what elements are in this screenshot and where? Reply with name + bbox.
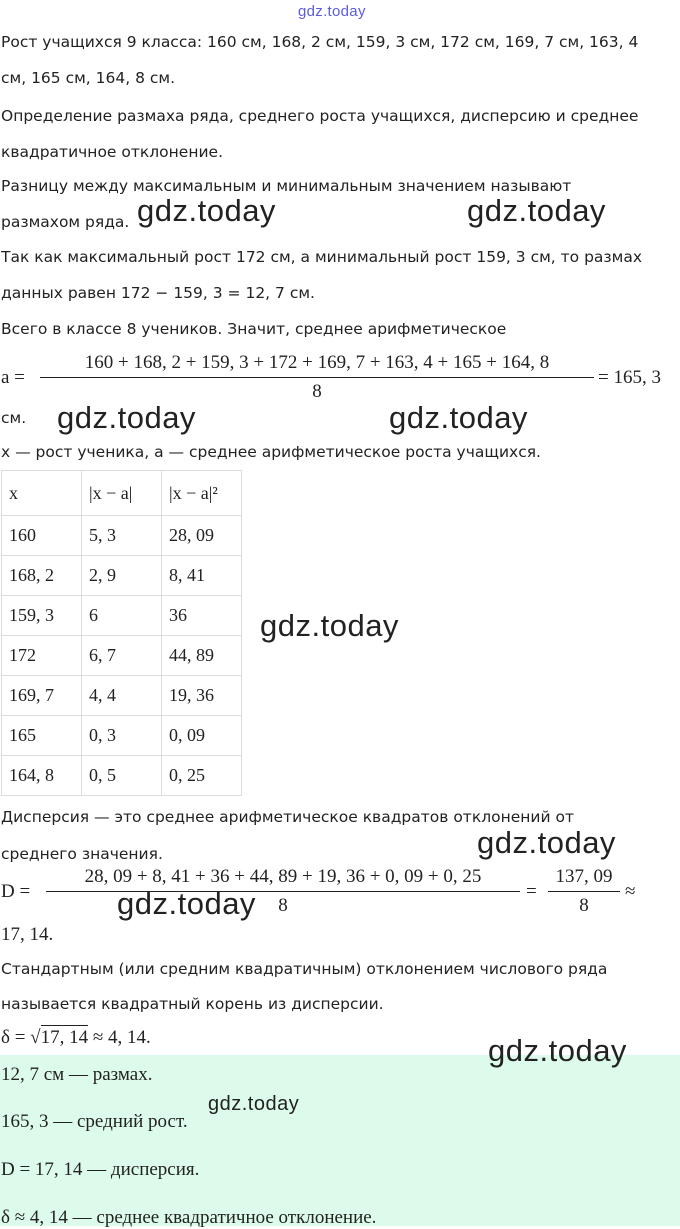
table-cell: 0, 25 [162, 756, 242, 796]
table-row [2, 716, 242, 756]
deviation-table [1, 470, 242, 796]
variance-def-line-2: среднего значения. [1, 845, 163, 863]
task-text-line-1: Определение размаха ряда, среднего роста учащихся, дисперсию и среднее [1, 107, 639, 125]
watermark: gdz.today [57, 400, 196, 435]
fraction-bar [548, 891, 620, 892]
range-calc-line-1: Так как максимальный рост 172 см, а минимальный рост 159, 3 см, то размах [1, 248, 643, 266]
fraction-bar [40, 377, 594, 378]
table-cell: 164, 8 [2, 756, 82, 796]
table-cell: 2, 9 [82, 556, 162, 596]
answer-std: δ ≈ 4, 14 — среднее квадратичное отклонение. [1, 1207, 377, 1228]
table-row [2, 636, 242, 676]
std-def-line-2: называется квадратный корень из дисперсии. [1, 995, 384, 1013]
mean-formula-lhs: a = [1, 367, 25, 388]
table-cell: 160 [2, 516, 82, 556]
watermark: gdz.today [477, 825, 616, 860]
watermark: gdz.today [260, 608, 399, 643]
table-cell: 169, 7 [2, 676, 82, 716]
table-cell: 8, 41 [162, 556, 242, 596]
answer-variance: D = 17, 14 — дисперсия. [1, 1159, 200, 1180]
range-def-line-1: Разницу между максимальным и минимальным значением называют [1, 177, 572, 195]
table-cell: 6 [82, 596, 162, 636]
site-logo[interactable]: gdz.today [298, 3, 366, 20]
table-cell: 165 [2, 716, 82, 756]
variance-result: 17, 14. [1, 924, 54, 945]
answer-mean: 165, 3 — средний рост. [1, 1111, 188, 1132]
table-cell: 172 [2, 636, 82, 676]
mean-denominator: 8 [312, 381, 322, 402]
answer-range: 12, 7 см — размах. [1, 1064, 153, 1085]
table-row [2, 756, 242, 796]
variance-approx-sign: ≈ [625, 881, 636, 902]
legend-text: x — рост ученика, a — среднее арифметическое роста учащихся. [1, 443, 541, 461]
count-text: Всего в классе 8 учеников. Значит, среднее арифметическое [1, 320, 507, 338]
header-abs-deviation: |x − a| [82, 471, 162, 516]
watermark: gdz.today [488, 1033, 627, 1068]
variance-equals: = [526, 881, 537, 902]
table-row [2, 676, 242, 716]
variance-numerator-2: 137, 09 [555, 866, 613, 887]
table-cell: 168, 2 [2, 556, 82, 596]
variance-denominator: 8 [278, 895, 288, 916]
table-cell: 0, 3 [82, 716, 162, 756]
variance-def-line-1: Дисперсия — это среднее арифметическое квадратов отклонений от [1, 808, 574, 826]
variance-formula-lhs: D = [1, 881, 31, 902]
deviation-table-body [2, 471, 242, 796]
unit-text: см. [1, 409, 27, 427]
std-formula-prefix: δ = √ [1, 1027, 41, 1048]
table-row [2, 596, 242, 636]
header-squared-deviation: |x − a|² [162, 471, 242, 516]
range-calc-line-2: данных равен 172 − 159, 3 = 12, 7 см. [1, 284, 315, 302]
heights-text-line-1: Рост учащихся 9 класса: 160 см, 168, 2 см, 159, 3 см, 172 см, 169, 7 см, 163, 4 [1, 33, 639, 51]
table-cell: 44, 89 [162, 636, 242, 676]
std-radicand: 17, 14 [40, 1027, 89, 1048]
table-cell: 6, 7 [82, 636, 162, 676]
header-x: x [2, 471, 82, 516]
table-cell: 0, 5 [82, 756, 162, 796]
table-row [2, 556, 242, 596]
table-header-row [2, 471, 242, 516]
std-def-line-1: Стандартным (или средним квадратичным) отклонением числового ряда [1, 960, 608, 978]
table-cell: 5, 3 [82, 516, 162, 556]
watermark: gdz.today [467, 193, 606, 228]
table-cell: 159, 3 [2, 596, 82, 636]
table-cell: 28, 09 [162, 516, 242, 556]
task-text-line-2: квадратичное отклонение. [1, 143, 223, 161]
range-def-line-2: размахом ряда. [1, 213, 130, 231]
variance-denominator-2: 8 [579, 895, 589, 916]
table-cell: 4, 4 [82, 676, 162, 716]
std-formula-suffix: ≈ 4, 14. [92, 1027, 151, 1048]
table-cell: 36 [162, 596, 242, 636]
table-row [2, 516, 242, 556]
std-formula [1, 1027, 151, 1049]
mean-formula-result: = 165, 3 [598, 367, 661, 388]
heights-text-line-2: см, 165 см, 164, 8 см. [1, 69, 176, 87]
mean-fraction [40, 352, 594, 403]
watermark: gdz.today [117, 886, 256, 921]
watermark: gdz.today [389, 400, 528, 435]
table-cell: 0, 09 [162, 716, 242, 756]
table-cell: 19, 36 [162, 676, 242, 716]
mean-numerator: 160 + 168, 2 + 159, 3 + 172 + 169, 7 + 163, 4 + 165 + 164, 8 [84, 352, 550, 373]
variance-numerator: 28, 09 + 8, 41 + 36 + 44, 89 + 19, 36 + 0, 09 + 0, 25 [84, 866, 482, 887]
answer-block [0, 1055, 680, 1226]
variance-fraction-2 [548, 866, 620, 917]
watermark: gdz.today [137, 193, 276, 228]
watermark: gdz.today [208, 1093, 300, 1115]
